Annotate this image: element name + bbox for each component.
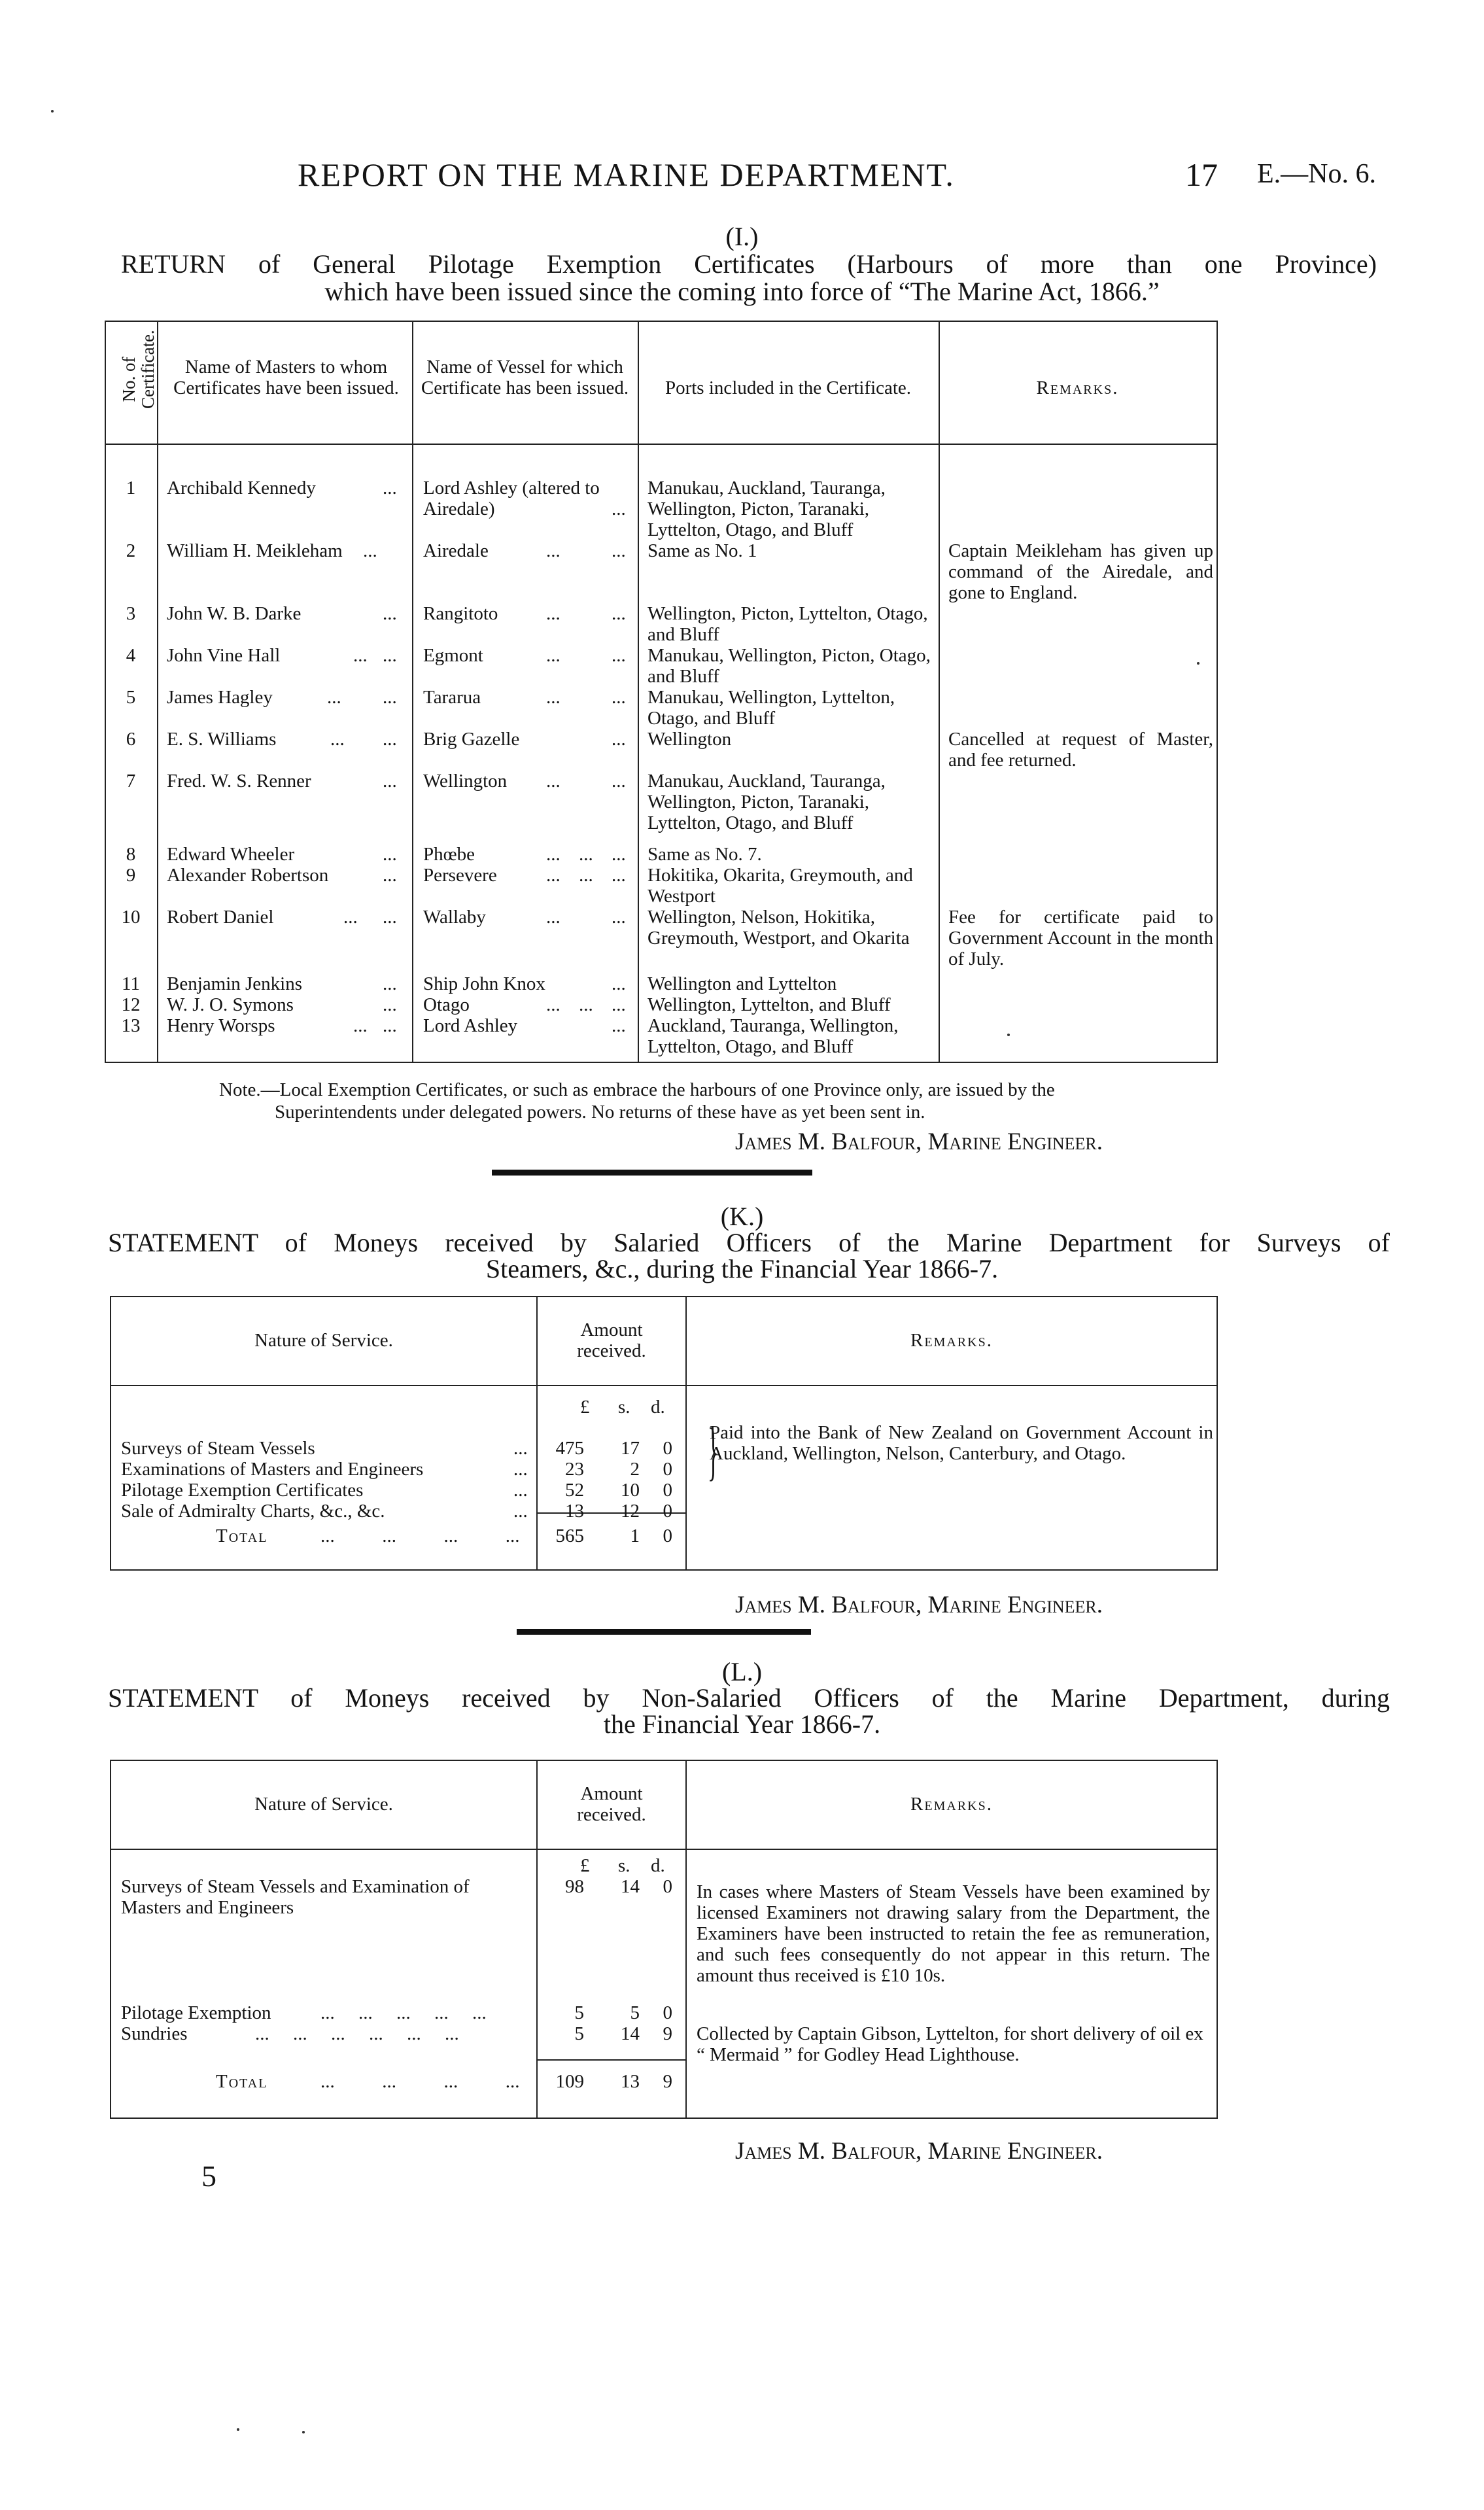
section-k-signature: James M. Balfour, Marine Engineer.	[735, 1592, 1103, 1618]
page-number: 17	[1185, 156, 1218, 193]
leader-dots: ...	[383, 1015, 397, 1036]
master-name: Benjamin Jenkins	[167, 973, 303, 994]
column-header-ports: Ports included in the Certificate.	[664, 377, 912, 398]
l-row-remarks: Collected by Captain Gibson, Lyttelton, for short delivery of oil ex “ Mermaid ” for Godley Head Lighthouse.	[697, 2023, 1203, 2065]
leader-dots: ...	[546, 645, 561, 666]
l-row-service: Surveys of Steam Vessels and Examination of Masters and Engineers	[121, 1876, 470, 1918]
k-row-pounds: 52	[565, 1480, 584, 1501]
k-brace-icon: }	[708, 1414, 719, 1487]
leader-dots: ...	[363, 540, 377, 561]
ports-list: Wellington and Lyttelton	[647, 973, 837, 994]
l-total-leader: ... ... ... ...	[320, 2071, 520, 2092]
leader-dots: ...	[513, 1459, 528, 1480]
certificate-number: 12	[121, 994, 141, 1015]
speck	[302, 2431, 305, 2433]
leader-dots: ...	[383, 973, 397, 994]
k-column-header-remarks: Remarks.	[910, 1330, 993, 1351]
master-name: Archibald Kennedy	[167, 478, 316, 498]
master-name: John Vine Hall	[167, 645, 281, 666]
speck	[1197, 662, 1199, 665]
leader-dots: ...	[546, 994, 561, 1015]
master-name: Robert Daniel	[167, 907, 274, 928]
leader-dots: ...	[579, 994, 593, 1015]
master-name: John W. B. Darke	[167, 603, 302, 624]
vessel-name: Wallaby	[423, 907, 486, 928]
k-currency-pounds: £	[580, 1397, 590, 1418]
row-remarks: Captain Meikleham has given up command of the Airedale, and gone to England.	[948, 540, 1213, 603]
ports-list: Wellington, Lyttelton, and Bluff	[647, 994, 891, 1015]
section-l-title-line2: the Financial Year 1866-7.	[603, 1709, 881, 1739]
l-total-pence: 9	[663, 2071, 672, 2092]
leader-dots: ...	[546, 865, 561, 886]
k-row-pence: 0	[663, 1480, 672, 1501]
leader-dots: ...	[612, 844, 626, 865]
master-name: Henry Worsps	[167, 1015, 275, 1036]
l-row-service: Pilotage Exemption	[121, 2002, 271, 2023]
column-header-masters: Name of Masters to whom Certificates have been issued.	[173, 357, 399, 398]
k-row-service: Examinations of Masters and Engineers	[121, 1459, 424, 1480]
vessel-name: Lord Ashley	[423, 1015, 518, 1036]
row-remarks: Fee for certificate paid to Government Account in the month of July.	[948, 907, 1213, 969]
certificate-number: 2	[126, 540, 136, 561]
leader-dots: ...	[612, 973, 626, 994]
k-row-shillings: 2	[630, 1459, 640, 1480]
leader-dots: ...	[343, 907, 358, 928]
k-total-leader: ... ... ... ...	[320, 1525, 520, 1546]
k-total-pounds: 565	[555, 1525, 584, 1546]
certificate-number: 6	[126, 729, 136, 750]
ports-list: Auckland, Tauranga, Wellington, Lyttelton, Otago, and Bluff	[647, 1015, 899, 1057]
k-row-shillings: 17	[621, 1438, 640, 1459]
leader-dots: ...	[612, 771, 626, 792]
ports-list: Manukau, Wellington, Picton, Otago, and Bluff	[647, 645, 931, 687]
k-row-pounds: 475	[555, 1438, 584, 1459]
l-column-header-remarks: Remarks.	[910, 1794, 993, 1815]
certificate-number: 1	[126, 478, 136, 498]
l-row-service: Sundries	[121, 2023, 188, 2044]
l-total-shillings: 13	[621, 2071, 640, 2092]
leader-dots: ...	[612, 687, 626, 708]
section-i-note-line2: Superintendents under delegated powers. No returns of these have as yet been sent in.	[275, 1102, 925, 1123]
vessel-name: Persevere	[423, 865, 497, 886]
certificate-number: 8	[126, 844, 136, 865]
vessel-name: Brig Gazelle	[423, 729, 520, 750]
master-name: James Hagley	[167, 687, 273, 708]
master-name: W. J. O. Symons	[167, 994, 294, 1015]
k-row-pounds: 23	[565, 1459, 584, 1480]
column-header-certificate-no: No. of Certificate.	[119, 330, 158, 409]
speck	[1007, 1034, 1010, 1036]
k-total-shillings: 1	[630, 1525, 640, 1546]
leader-dots: ...	[579, 844, 593, 865]
leader-dots: ...	[383, 865, 397, 886]
l-currency-pounds: £	[580, 1855, 590, 1876]
vessel-name: Airedale	[423, 540, 489, 561]
leader-dots: ...	[612, 994, 626, 1015]
l-row-leader: ... ... ... ... ... ...	[255, 2023, 459, 2044]
l-total-pounds: 109	[555, 2071, 584, 2092]
leader-dots: ...	[383, 844, 397, 865]
section-i-signature: James M. Balfour, Marine Engineer.	[735, 1128, 1103, 1155]
document-reference: E.—No. 6.	[1257, 159, 1376, 189]
k-row-service: Pilotage Exemption Certificates	[121, 1480, 364, 1501]
k-column-header-service: Nature of Service.	[254, 1330, 393, 1351]
k-row-pounds: 13	[565, 1501, 584, 1522]
leader-dots: ...	[579, 865, 593, 886]
speck	[237, 2428, 239, 2431]
leader-dots: ...	[612, 645, 626, 666]
k-row-shillings: 12	[621, 1501, 640, 1522]
column-header-remarks: Remarks.	[1036, 377, 1119, 398]
k-row-pence: 0	[663, 1501, 672, 1522]
signature-number: 5	[201, 2159, 216, 2193]
vessel-name: Lord Ashley (altered to Airedale)	[423, 478, 600, 519]
row-remarks: Cancelled at request of Master, and fee returned.	[948, 729, 1213, 771]
l-currency-pence: d.	[651, 1855, 665, 1876]
ports-list: Wellington, Picton, Lyttelton, Otago, and Bluff	[647, 603, 928, 645]
section-k-title-line2: Steamers, &c., during the Financial Year 1866-7.	[485, 1254, 999, 1283]
k-currency-pence: d.	[651, 1397, 665, 1418]
k-total-label: Total	[216, 1525, 268, 1546]
master-name: E. S. Williams	[167, 729, 277, 750]
l-row-remarks: In cases where Masters of Steam Vessels have been examined by licensed Examiners not drawing salary from the Department, the Examiners have been instructed to retain the fee as remuneration, and such fees consequently do not appear in this return. The amount thus received is £10 10s.	[697, 1881, 1210, 1986]
master-name: Alexander Robertson	[167, 865, 329, 886]
l-row-leader: ... ... ... ... ...	[320, 2002, 487, 2023]
l-row-shillings: 5	[630, 2002, 640, 2023]
leader-dots: ...	[546, 771, 561, 792]
master-name: Fred. W. S. Renner	[167, 771, 311, 792]
leader-dots: ...	[612, 540, 626, 561]
leader-dots: ...	[513, 1480, 528, 1501]
leader-dots: ...	[353, 645, 368, 666]
leader-dots: ...	[546, 687, 561, 708]
leader-dots: ...	[353, 1015, 368, 1036]
l-total-label: Total	[216, 2071, 268, 2092]
leader-dots: ...	[383, 907, 397, 928]
speck	[51, 110, 54, 113]
l-row-pence: 9	[663, 2023, 672, 2044]
ports-list: Wellington, Nelson, Hokitika, Greymouth, Westport, and Okarita	[647, 907, 910, 949]
leader-dots: ...	[612, 907, 626, 928]
section-i-title-line1: RETURN of General Pilotage Exemption Certificates (Harbours of more than one Province)	[121, 249, 1377, 279]
leader-dots: ...	[383, 645, 397, 666]
certificate-number: 4	[126, 645, 136, 666]
k-row-service: Sale of Admiralty Charts, &c., &c.	[121, 1501, 385, 1522]
l-row-pounds: 5	[574, 2023, 584, 2044]
leader-dots: ...	[612, 1015, 626, 1036]
leader-dots: ...	[327, 687, 341, 708]
l-row-pence: 0	[663, 2002, 672, 2023]
vessel-name: Egmont	[423, 645, 483, 666]
section-i-note-line1: Note.—Local Exemption Certificates, or such as embrace the harbours of one Province only, are issued by the	[219, 1079, 1055, 1100]
leader-dots: ...	[546, 603, 561, 624]
k-row-service: Surveys of Steam Vessels	[121, 1438, 315, 1459]
ports-list: Manukau, Wellington, Lyttelton, Otago, and Bluff	[647, 687, 895, 729]
l-row-pence: 0	[663, 1876, 672, 1897]
master-name: Edward Wheeler	[167, 844, 295, 865]
leader-dots: ...	[513, 1438, 528, 1459]
leader-dots: ...	[546, 844, 561, 865]
section-k-label: (K.)	[720, 1202, 764, 1231]
k-column-header-amount: Amount received.	[577, 1319, 646, 1361]
l-row-shillings: 14	[621, 2023, 640, 2044]
vessel-name: Wellington	[423, 771, 508, 792]
vessel-name: Tararua	[423, 687, 481, 708]
leader-dots: ...	[612, 603, 626, 624]
vessel-name: Phœbe	[423, 844, 475, 865]
page-title: REPORT ON THE MARINE DEPARTMENT.	[298, 156, 955, 193]
certificate-number: 10	[121, 907, 141, 928]
k-remarks: Paid into the Bank of New Zealand on Government Account in Auckland, Wellington, Nelson, Canterbury, and Otago.	[710, 1422, 1213, 1464]
section-l-title-line1: STATEMENT of Moneys received by Non-Salaried Officers of the Marine Department, during	[108, 1683, 1390, 1713]
leader-dots: ...	[383, 771, 397, 792]
certificate-number: 9	[126, 865, 136, 886]
ports-list: Manukau, Auckland, Tauranga, Wellington, Picton, Taranaki, Lyttelton, Otago, and Bluff	[647, 771, 886, 833]
section-k-title-line1: STATEMENT of Moneys received by Salaried Officers of the Marine Department for Surveys of	[108, 1228, 1390, 1257]
k-row-pence: 0	[663, 1459, 672, 1480]
l-currency-shillings: s.	[618, 1855, 630, 1876]
section-divider	[492, 1170, 812, 1176]
section-i-title-line2: which have been issued since the coming into force of “The Marine Act, 1866.”	[324, 277, 1160, 306]
k-currency-shillings: s.	[618, 1397, 630, 1418]
leader-dots: ...	[383, 994, 397, 1015]
ports-list: Same as No. 7.	[647, 844, 762, 865]
ports-list: Manukau, Auckland, Tauranga, Wellington, Picton, Taranaki, Lyttelton, Otago, and Bluff	[647, 478, 886, 540]
k-total-pence: 0	[663, 1525, 672, 1546]
certificate-number: 7	[126, 771, 136, 792]
leader-dots: ...	[546, 907, 561, 928]
certificate-number: 13	[121, 1015, 141, 1036]
column-header-vessel: Name of Vessel for which Certificate has been issued.	[421, 357, 629, 398]
certificate-number: 5	[126, 687, 136, 708]
section-l-signature: James M. Balfour, Marine Engineer.	[735, 2138, 1103, 2165]
section-l-label: (L.)	[721, 1657, 763, 1686]
vessel-name: Ship John Knox	[423, 973, 545, 994]
l-row-pounds: 98	[565, 1876, 584, 1897]
k-row-shillings: 10	[621, 1480, 640, 1501]
ports-list: Same as No. 1	[647, 540, 757, 561]
leader-dots: ...	[383, 687, 397, 708]
l-row-shillings: 14	[621, 1876, 640, 1897]
leader-dots: ...	[612, 729, 626, 750]
leader-dots: ...	[383, 603, 397, 624]
section-divider-2	[517, 1629, 811, 1635]
section-i-label: (I.)	[725, 222, 759, 251]
certificate-number: 3	[126, 603, 136, 624]
leader-dots: ...	[330, 729, 345, 750]
master-name: William H. Meikleham	[167, 540, 343, 561]
vessel-name: Otago	[423, 994, 470, 1015]
ports-list: Wellington	[647, 729, 732, 750]
leader-dots: ...	[383, 478, 397, 498]
l-column-header-amount: Amount received.	[577, 1783, 646, 1825]
k-row-pence: 0	[663, 1438, 672, 1459]
leader-dots: ...	[513, 1501, 528, 1522]
l-row-pounds: 5	[574, 2002, 584, 2023]
ports-list: Hokitika, Okarita, Greymouth, and Westport	[647, 865, 913, 907]
l-column-header-service: Nature of Service.	[254, 1794, 393, 1815]
certificate-number: 11	[122, 973, 140, 994]
vessel-name: Rangitoto	[423, 603, 498, 624]
leader-dots: ...	[383, 729, 397, 750]
leader-dots: ...	[612, 865, 626, 886]
leader-dots: ...	[612, 498, 626, 519]
leader-dots: ...	[546, 540, 561, 561]
